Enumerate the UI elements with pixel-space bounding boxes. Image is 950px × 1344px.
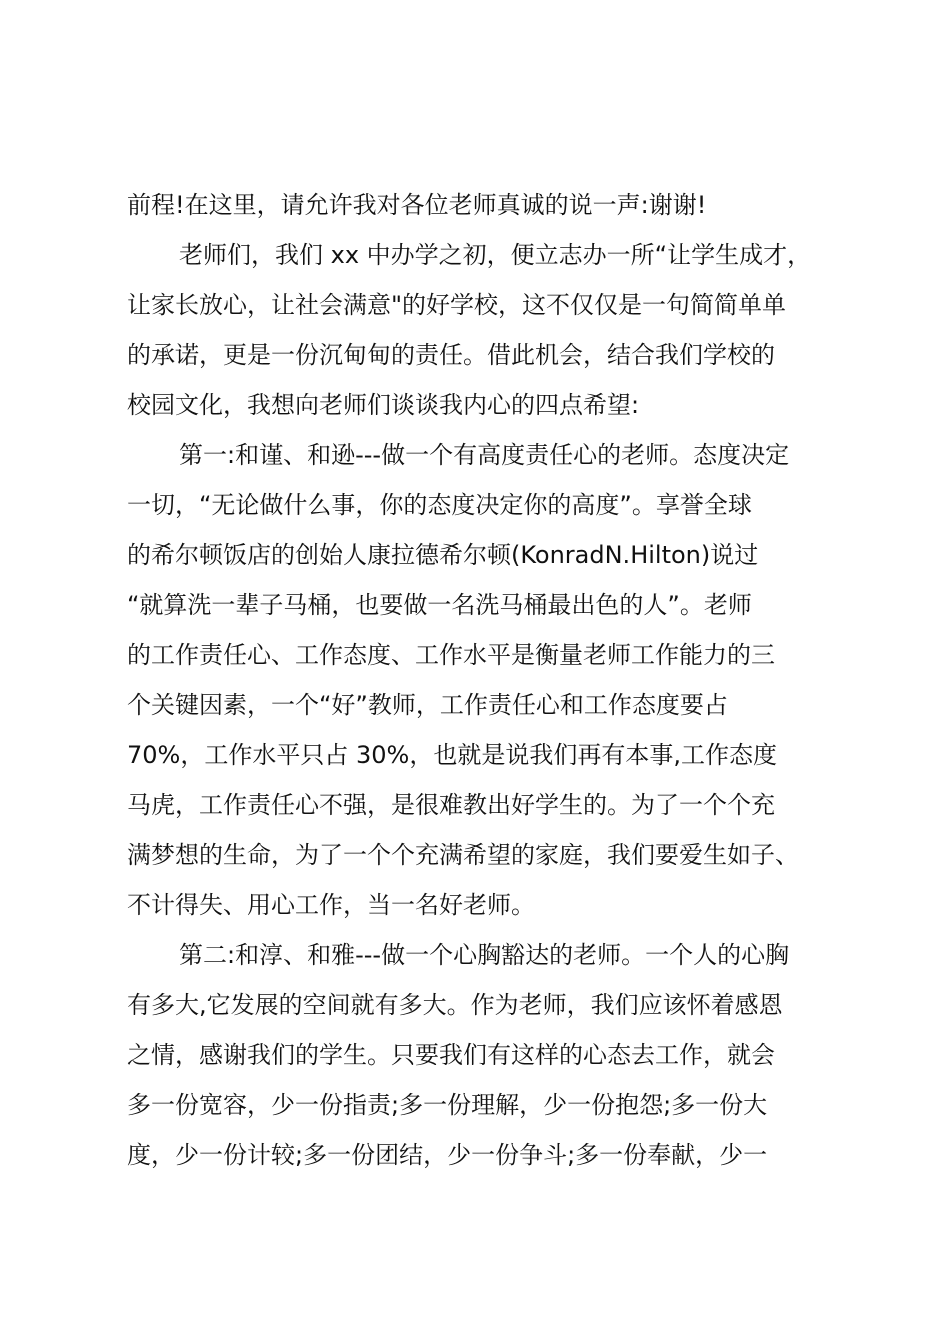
paragraph-start-line: 老师们，我们 xx 中办学之初，便立志办一所“让学生成才， xyxy=(179,241,812,269)
text-line: 一切，“无论做什么事，你的态度决定你的高度”。享誉全球 xyxy=(127,491,752,519)
text-line: 个关键因素，一个“好”教师，工作责任心和工作态度要占 xyxy=(127,691,728,719)
paragraph-start-line: 第二:和淳、和雅---做一个心胸豁达的老师。一个人的心胸 xyxy=(179,941,790,969)
text-line: 马虎，工作责任心不强，是很难教出好学生的。为了一个个充 xyxy=(127,791,775,819)
text-line: 满梦想的生命，为了一个个充满希望的家庭，我们要爱生如子、 xyxy=(127,841,799,869)
text-line: 不计得失、用心工作，当一名好老师。 xyxy=(127,891,535,919)
text-line: 的工作责任心、工作态度、工作水平是衡量老师工作能力的三 xyxy=(127,641,775,669)
text-line: 度，少一份计较;多一份团结，少一份争斗;多一份奉献，少一 xyxy=(127,1141,768,1169)
text-line: 70%，工作水平只占 30%，也就是说我们再有本事,工作态度 xyxy=(127,741,777,769)
text-line: 校园文化，我想向老师们谈谈我内心的四点希望: xyxy=(127,391,640,419)
text-line: 之情，感谢我们的学生。只要我们有这样的心态去工作，就会 xyxy=(127,1041,775,1069)
text-line: 的希尔顿饭店的创始人康拉德希尔顿(KonradN.Hilton)说过 xyxy=(127,541,759,569)
text-line: 的承诺，更是一份沉甸甸的责任。借此机会，结合我们学校的 xyxy=(127,341,775,369)
text-line: 前程!在这里，请允许我对各位老师真诚的说一声:谢谢! xyxy=(127,191,707,219)
text-line: “就算洗一辈子马桶，也要做一名洗马桶最出色的人”。老师 xyxy=(127,591,752,619)
text-line: 多一份宽容，少一份指责;多一份理解，少一份抱怨;多一份大 xyxy=(127,1091,768,1119)
paragraph-start-line: 第一:和谨、和逊---做一个有高度责任心的老师。态度决定 xyxy=(179,441,790,469)
document-body xyxy=(127,180,847,1180)
text-line: 有多大,它发展的空间就有多大。作为老师，我们应该怀着感恩 xyxy=(127,991,783,1019)
text-line: 让家长放心，让社会满意"的好学校，这不仅仅是一句简简单单 xyxy=(127,291,787,319)
